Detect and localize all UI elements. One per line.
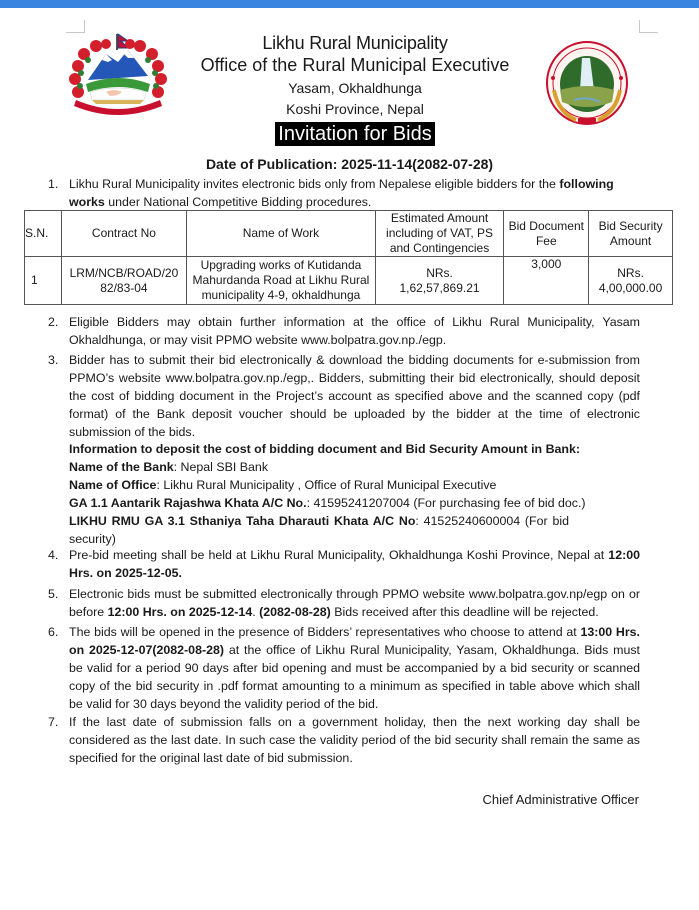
list-item-2 [48, 313, 640, 349]
list-item-4 [48, 546, 640, 582]
item-number: 7. [48, 715, 59, 729]
item-text: under National Competitive Bidding procedures. [104, 195, 372, 209]
page-corner-marker [639, 20, 658, 33]
account-2-label: LIKHU RMU GA 3.1 Sthaniya Taha Dharauti Khata A/C No [69, 514, 416, 528]
item-number: 3. [48, 353, 59, 367]
item-bold-text: (2082-08-28) [259, 605, 331, 619]
nepal-emblem-icon [66, 32, 170, 118]
cell-estimated-amount: NRs. 1,62,57,869.21 [375, 257, 504, 305]
header-bid-document-fee: Bid Document Fee [504, 211, 589, 257]
bank-name-value: : Nepal SBI Bank [173, 460, 269, 474]
office-name-line [69, 476, 640, 494]
list-item-6 [48, 623, 640, 713]
publication-date: Date of Publication: 2025-11-14(2082-07-28) [205, 156, 494, 172]
municipality-name: Likhu Rural Municipality [262, 33, 448, 53]
cell-contract-no: LRM/NCB/ROAD/2082/83-04 [61, 257, 187, 305]
item-number: 1. [48, 177, 59, 191]
item-text: Pre-bid meeting shall be held at Likhu Rural Municipality, Okhaldhunga Koshi Province, Nepal at [69, 548, 609, 562]
header-name-of-work: Name of Work [187, 211, 375, 257]
account-1-line [69, 494, 640, 512]
list-item-7 [48, 713, 640, 767]
bank-information [69, 440, 640, 548]
item-bold-text: 13:00 Hrs. on 2025-12-07(2082-08-28) [69, 625, 640, 657]
bank-name-line [69, 458, 640, 476]
list-item-3 [48, 351, 640, 441]
item-text: Eligible Bidders may obtain further information at the office of Likhu Rural Municipality, Yasam Okhaldhunga, or may visit PPMO website www.bolpatra.gov.np./egp. [69, 315, 640, 347]
item-text: Likhu Rural Municipality invites electronic bids only from Nepalese eligible bidders for the [69, 177, 560, 191]
item-text: Electronic bids must be submitted electronically through PPMO website www.bolpatra.gov.np/egp on or before [69, 587, 640, 619]
office-name-value: : Likhu Rural Municipality , Office of Rural Municipal Executive [156, 478, 497, 492]
header-sn: S.N. [25, 211, 62, 257]
account-1-value: : 41595241207004 (For purchasing fee of bid doc.) [306, 496, 586, 510]
item-text: If the last date of submission falls on a government holiday, then the next working day shall be considered as the last date. In such case the validity period of the bid security shall remain the same as specified for the original last date of bid submission. [69, 715, 640, 765]
account-2-value: : 41525240600004 (For bid security) [69, 514, 569, 546]
document-title: Invitation for Bids [275, 122, 434, 146]
cell-sn: 1 [25, 257, 62, 305]
table-row [25, 257, 673, 305]
address-line-2: Koshi Province, Nepal [286, 101, 424, 117]
item-number: 6. [48, 625, 59, 639]
item-text: The bids will be opened in the presence of Bidders’ representatives who choose to attend at [69, 625, 581, 639]
item-text: . [252, 605, 260, 619]
item-bold-text: 12:00 Hrs. on 2025-12-14 [107, 605, 253, 619]
office-name-label: Name of Office [69, 478, 157, 492]
office-name: Office of the Rural Municipal Executive [200, 55, 510, 75]
header-bid-security-amount: Bid Security Amount [589, 211, 673, 257]
item-number: 4. [48, 548, 59, 562]
list-item-1 [48, 175, 640, 211]
cell-bid-security-amount: NRs. 4,00,000.00 [589, 257, 673, 305]
bank-name-label: Name of the Bank [69, 460, 174, 474]
item-text: Bids received after this deadline will be rejected. [330, 605, 599, 619]
municipality-logo-icon [544, 40, 630, 126]
signatory-title: Chief Administrative Officer [482, 792, 639, 807]
cell-name-of-work: Upgrading works of Kutidanda Mahurdanda Road at Likhu Rural municipality 4-9, okhaldhunga [187, 257, 375, 305]
account-2-line [69, 512, 569, 548]
bids-table [24, 210, 673, 305]
item-number: 2. [48, 315, 59, 329]
item-bold-text: 12:00 Hrs. on 2025-12-05. [69, 548, 640, 580]
top-app-bar [0, 0, 699, 8]
cell-bid-document-fee: 3,000 [504, 257, 589, 305]
address-line-1: Yasam, Okhaldhunga [288, 80, 422, 96]
item-text: Bidder has to submit their bid electronically & download the bidding documents for e-submission from PPMO’s website www.bolpatra.gov.np./egp,. Bidders, submitting their bid electronically, should deposit the cost of bidding document in the Project’s account as specified above and the scanned copy (pdf format) of the Bank deposit voucher should be uploaded by the bidder at the time of electronic submission of the bids. [69, 353, 640, 439]
header-estimated-amount: Estimated Amount including of VAT, PS and Contingencies [375, 211, 504, 257]
account-1-label: GA 1.1 Aantarik Rajashwa Khata A/C No. [69, 496, 307, 510]
item-text: at the office of Likhu Rural Municipality, Yasam, Okhaldhunga. Bids must be valid for a period 90 days after bid opening and must be accompanied by a bid security or scanned copy of the bid security in .pdf format amounting to a minimum as specified in table above which shall be valid for 30 days beyond the validity period of the bid. [69, 643, 640, 711]
item-bold-text: following works [69, 177, 614, 209]
header-contract-no: Contract No [61, 211, 187, 257]
item-number: 5. [48, 587, 59, 601]
letterhead [170, 32, 540, 146]
list-item-5 [48, 585, 640, 621]
table-header-row [25, 211, 673, 257]
bank-info-heading: Information to deposit the cost of bidding document and Bid Security Amount in Bank: [69, 442, 580, 456]
